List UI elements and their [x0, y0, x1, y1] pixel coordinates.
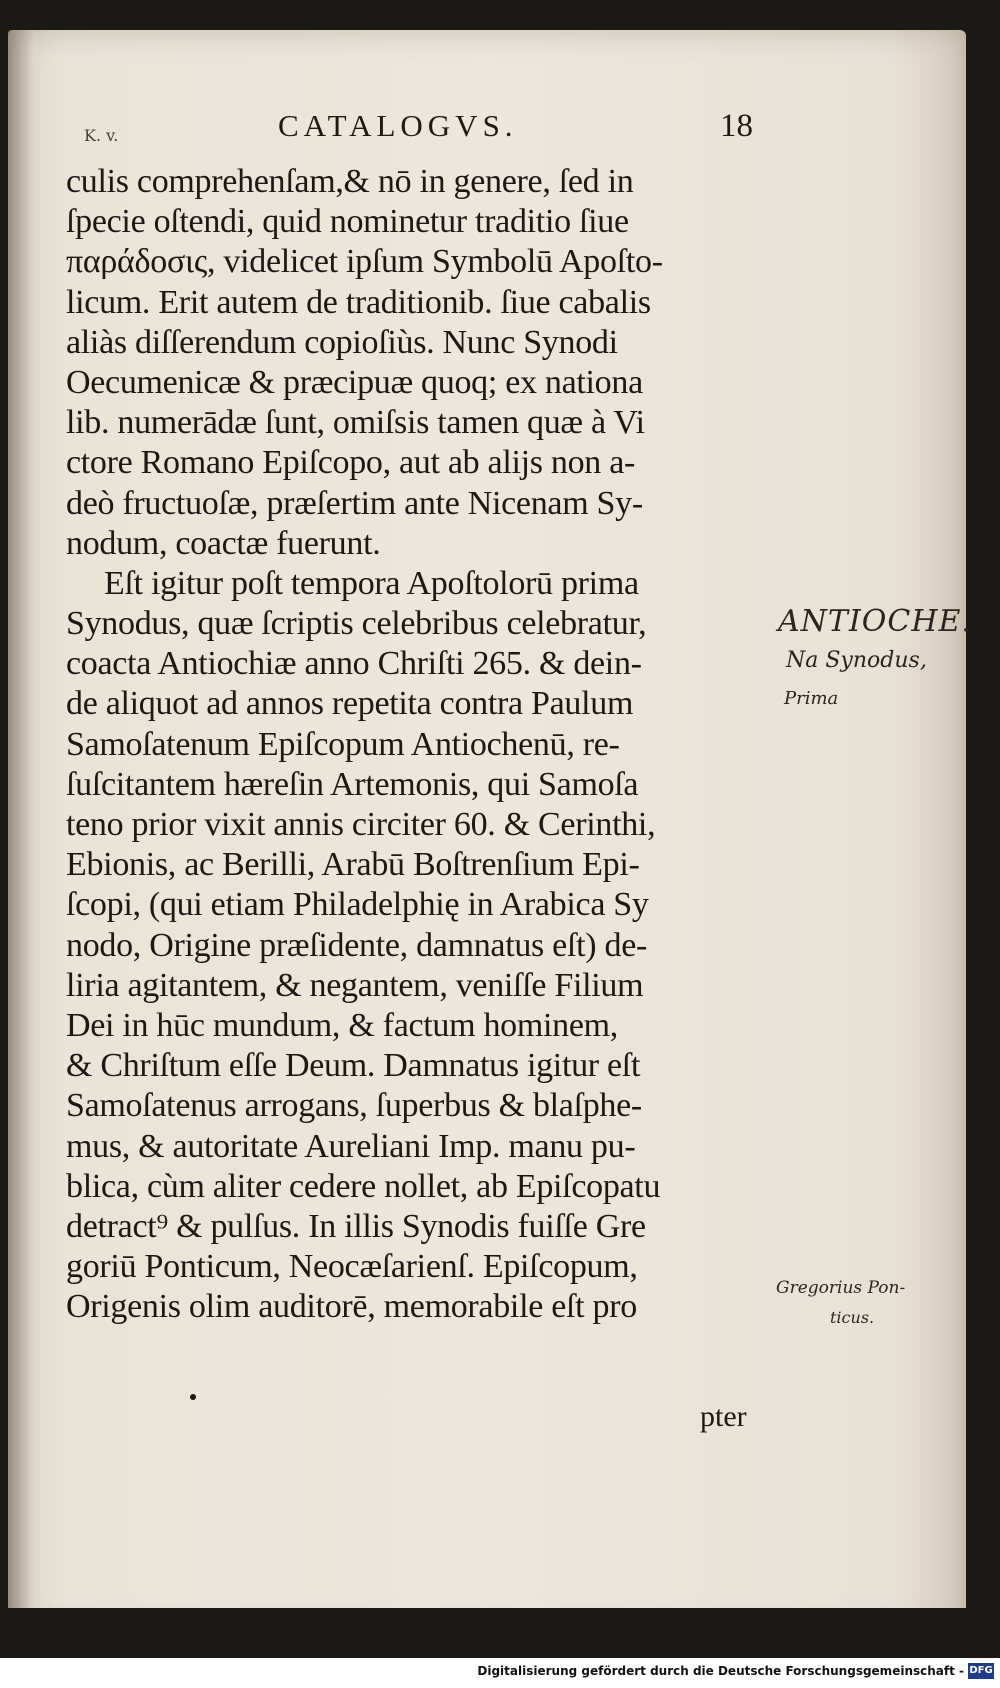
text-line: detract⁹ & pulſus. In illis Synodis fuiſſe Gre [66, 1207, 646, 1245]
funding-credit: Digitalisierung gefördert durch die Deutsche Forschungsgemeinschaft - [477, 1664, 964, 1678]
text-line: teno prior vixit annis circiter 60. & Cerinthi, [66, 806, 656, 843]
margin-note-ticus: ticus. [830, 1308, 875, 1327]
text-line: licum. Erit autem de traditionib. ſiue cabalis [66, 283, 651, 321]
text-line: & Chriſtum eſſe Deum. Damnatus igitur eſt [66, 1047, 641, 1085]
dfg-logo: DFG [968, 1663, 994, 1679]
text-line: nodum, coactæ fuerunt. [66, 524, 381, 562]
text-line: culis comprehenſam,& nō in genere, ſed in [66, 163, 634, 200]
text-line: coacta Antiochiæ anno Chriſti 265. & dein- [66, 645, 642, 683]
text-line: Origenis olim auditorē, memorabile eſt pro [66, 1288, 637, 1326]
main-text-block [66, 162, 766, 1327]
text-line: liria agitantem, & negantem, veniſſe Filium [66, 966, 644, 1004]
text-line: goriū Ponticum, Neocæſarienſ. Epiſcopum, [66, 1248, 638, 1286]
margin-note-prima: Prima [784, 688, 839, 709]
signature-mark: K. v. [84, 126, 119, 145]
gutter-shadow [8, 30, 34, 1630]
folio-number: 18 [720, 108, 753, 144]
margin-note-antioche: ANTIOCHE. [778, 604, 972, 639]
text-line: aliàs diſſerendum copioſiùs. Nunc Synodi [66, 323, 618, 361]
margin-note-synodus: Na Synodus, [786, 648, 927, 673]
text-line: deò fructuoſæ, præſertim ante Nicenam Sy- [66, 484, 643, 522]
ink-speck [190, 1394, 196, 1400]
margin-note-gregorius: Gregorius Pon- [776, 1278, 906, 1298]
text-line: Oecumenicæ & præcipuæ quoq; ex nationa [66, 363, 643, 401]
scan-bottom-edge [0, 1608, 1000, 1658]
paragraph-start-line: Eſt igitur poſt tempora Apoſtolorū prima [104, 564, 639, 602]
text-line: Dei in hūc mundum, & factum hominem, [66, 1006, 618, 1044]
text-line: ſpecie oſtendi, quid nominetur traditio ſiue [66, 203, 629, 241]
text-line: ſuſcitantem hæreſin Artemonis, qui Samoſa [66, 765, 639, 803]
text-line: Ebionis, ac Berilli, Arabū Boſtrenſium Epi- [66, 846, 640, 884]
text-line: lib. numerādæ ſunt, omiſsis tamen quæ à Vi [66, 404, 645, 442]
text-line: blica, cùm aliter cedere nollet, ab Epiſcopatu [66, 1167, 661, 1205]
text-line: ctore Romano Epiſcopo, aut ab alijs non a- [66, 444, 636, 482]
running-title: CATALOGVS. [278, 108, 518, 143]
text-line: ſcopi, (qui etiam Philadelphię in Arabica Sy [66, 886, 649, 924]
catchword: pter [700, 1400, 747, 1433]
text-line: Samoſatenum Epiſcopum Antiochenū, re- [66, 725, 620, 763]
text-line: nodo, Origine præſidente, damnatus eſt) de- [66, 926, 648, 964]
text-line: Synodus, quæ ſcriptis celebribus celebratur, [66, 605, 647, 643]
footer-bar [0, 1658, 1000, 1688]
text-line: mus, & autoritate Aureliani Imp. manu pu- [66, 1127, 636, 1165]
text-line: παράδοσις, videlicet ipſum Symbolū Apoſto- [66, 243, 663, 281]
running-head [0, 108, 1000, 148]
text-line: de aliquot ad annos repetita contra Paulum [66, 685, 634, 723]
text-line: Samoſatenus arrogans, ſuperbus & blaſphe- [66, 1087, 642, 1125]
